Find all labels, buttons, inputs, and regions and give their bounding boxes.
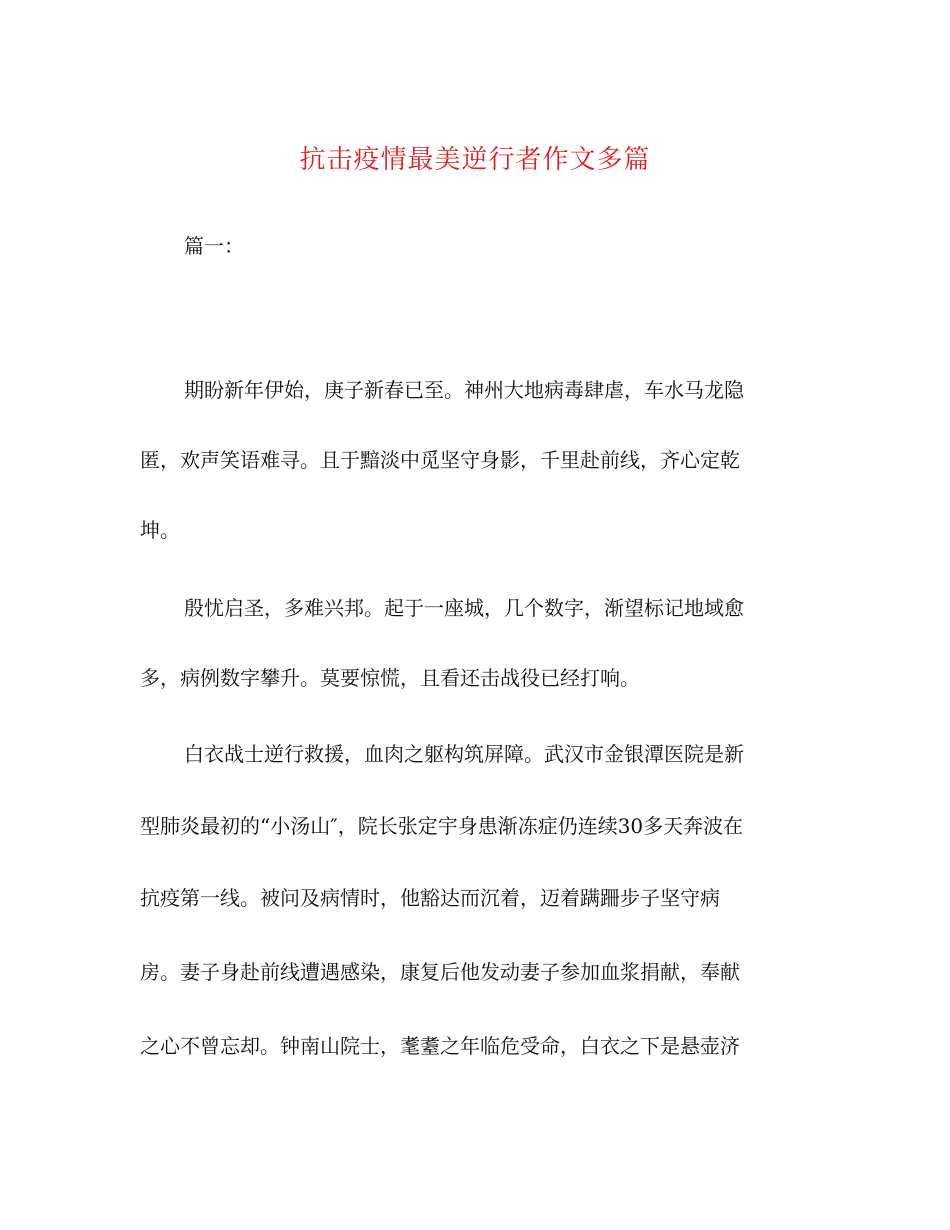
- paragraph-line: 期盼新年伊始，庚子新春已至。神州大地病毒肆虐，车水马龙隐: [184, 378, 744, 402]
- paragraph-line: 坤。: [140, 518, 180, 542]
- paragraph-line: 匿，欢声笑语难寻。且于黯淡中觅坚守身影，千里赴前线，齐心定乾: [140, 448, 740, 472]
- paragraph-line: 殷忧启圣，多难兴邦。起于一座城，几个数字，渐望标记地域愈: [184, 596, 744, 620]
- paragraph-line: 房。妻子身赴前线遭遇感染，康复后他发动妻子参加血浆捐献，奉献: [140, 960, 740, 984]
- paragraph-line: 型肺炎最初的“小汤山″，院长张定宇身患渐冻症仍连续30多天奔波在: [140, 814, 744, 838]
- section-label: 篇一：: [184, 234, 244, 258]
- paragraph-line: 多，病例数字攀升。莫要惊慌，且看还击战役已经打响。: [140, 666, 640, 690]
- document-title: 抗击疫情最美逆行者作文多篇: [299, 145, 651, 175]
- paragraph-line: 之心不曾忘却。钟南山院士，耄耋之年临危受命，白衣之下是悬壶济: [140, 1034, 740, 1058]
- paragraph-line: 白衣战士逆行救援，血肉之躯构筑屏障。武汉市金银潭医院是新: [184, 742, 744, 766]
- paragraph-line: 抗疫第一线。被问及病情时，他豁达而沉着，迈着蹒跚步子坚守病: [140, 886, 720, 910]
